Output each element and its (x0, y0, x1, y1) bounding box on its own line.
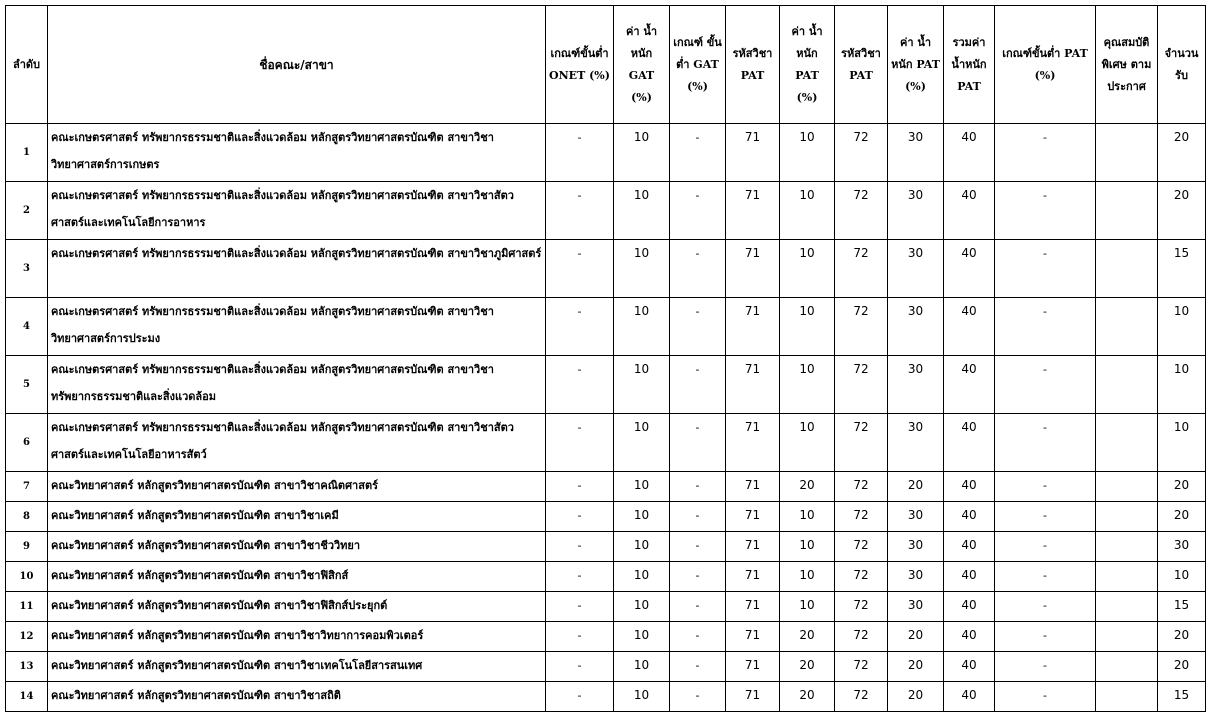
row-gat-weight: 10 (614, 240, 670, 298)
row-pat-code-2: 72 (835, 592, 888, 622)
row-order: 9 (6, 532, 48, 562)
row-pat-weight-1: 20 (780, 622, 835, 652)
row-onet-min: - (546, 622, 614, 652)
row-pat-weight-1: 10 (780, 356, 835, 414)
row-pat-code-1: 71 (726, 298, 780, 356)
row-name: คณะวิทยาศาสตร์ หลักสูตรวิทยาศาสตรบัณฑิต สาขาวิชาเคมี (48, 502, 546, 532)
row-special (1096, 298, 1158, 356)
table-row (6, 562, 1206, 592)
header-pat-weight-2: ค่า น้ำหนัก PAT (%) (888, 6, 944, 124)
table-row (6, 356, 1206, 414)
row-gat-weight: 10 (614, 182, 670, 240)
row-pat-total-weight: 40 (944, 356, 995, 414)
row-gat-min: - (670, 562, 726, 592)
table-row (6, 532, 1206, 562)
row-pat-code-2: 72 (835, 414, 888, 472)
row-pat-code-1: 71 (726, 682, 780, 712)
header-order: ลำดับ (6, 6, 48, 124)
row-name: คณะเกษตรศาสตร์ ทรัพยากรธรรมชาติและสิ่งแวดล้อม หลักสูตรวิทยาศาสตรบัณฑิต สาขาวิชาวิทยาศาสตร์การประมง (48, 298, 546, 356)
row-pat-code-1: 71 (726, 652, 780, 682)
table-row (6, 124, 1206, 182)
row-order: 2 (6, 182, 48, 240)
row-order: 10 (6, 562, 48, 592)
row-name: คณะเกษตรศาสตร์ ทรัพยากรธรรมชาติและสิ่งแวดล้อม หลักสูตรวิทยาศาสตรบัณฑิต สาขาวิชาสัตวศาสตร์และเทคโนโลยีอาหารสัตว์ (48, 414, 546, 472)
row-order: 12 (6, 622, 48, 652)
row-pat-code-1: 71 (726, 472, 780, 502)
row-pat-weight-1: 10 (780, 532, 835, 562)
row-pat-code-2: 72 (835, 124, 888, 182)
row-gat-min: - (670, 124, 726, 182)
row-pat-code-1: 71 (726, 502, 780, 532)
row-order: 7 (6, 472, 48, 502)
admission-criteria-table (5, 5, 1206, 712)
row-pat-min: - (995, 502, 1096, 532)
row-gat-weight: 10 (614, 414, 670, 472)
row-gat-weight: 10 (614, 298, 670, 356)
header-pat-code-2: รหัสวิชา PAT (835, 6, 888, 124)
row-special (1096, 592, 1158, 622)
row-name: คณะวิทยาศาสตร์ หลักสูตรวิทยาศาสตรบัณฑิต สาขาวิชาฟิสิกส์ประยุกต์ (48, 592, 546, 622)
row-seats: 10 (1158, 298, 1206, 356)
header-gat-min: เกณฑ์ ขั้นต่ำ GAT (%) (670, 6, 726, 124)
row-pat-code-2: 72 (835, 472, 888, 502)
row-pat-code-2: 72 (835, 682, 888, 712)
row-pat-min: - (995, 472, 1096, 502)
row-pat-min: - (995, 240, 1096, 298)
row-onet-min: - (546, 356, 614, 414)
row-pat-code-1: 71 (726, 124, 780, 182)
table-row (6, 682, 1206, 712)
table-row (6, 298, 1206, 356)
row-pat-code-2: 72 (835, 298, 888, 356)
row-pat-min: - (995, 562, 1096, 592)
row-special (1096, 414, 1158, 472)
table-row (6, 182, 1206, 240)
header-seats: จำนวน รับ (1158, 6, 1206, 124)
table-row (6, 414, 1206, 472)
row-pat-weight-1: 10 (780, 592, 835, 622)
row-name: คณะวิทยาศาสตร์ หลักสูตรวิทยาศาสตรบัณฑิต สาขาวิชาฟิสิกส์ (48, 562, 546, 592)
row-name: คณะเกษตรศาสตร์ ทรัพยากรธรรมชาติและสิ่งแวดล้อม หลักสูตรวิทยาศาสตรบัณฑิต สาขาวิชาภูมิศาสตร์ (48, 240, 546, 298)
row-seats: 15 (1158, 240, 1206, 298)
row-name: คณะเกษตรศาสตร์ ทรัพยากรธรรมชาติและสิ่งแวดล้อม หลักสูตรวิทยาศาสตรบัณฑิต สาขาวิชาสัตวศาสตร์และเทคโนโลยีการอาหาร (48, 182, 546, 240)
row-pat-code-2: 72 (835, 532, 888, 562)
row-pat-weight-2: 20 (888, 652, 944, 682)
row-gat-min: - (670, 652, 726, 682)
table-row (6, 652, 1206, 682)
row-order: 8 (6, 502, 48, 532)
header-gat-weight: ค่า น้ำหนัก GAT (%) (614, 6, 670, 124)
row-gat-min: - (670, 182, 726, 240)
row-pat-min: - (995, 652, 1096, 682)
row-gat-weight: 10 (614, 356, 670, 414)
row-pat-min: - (995, 622, 1096, 652)
row-pat-min: - (995, 298, 1096, 356)
row-pat-weight-1: 10 (780, 562, 835, 592)
row-pat-code-2: 72 (835, 240, 888, 298)
row-pat-total-weight: 40 (944, 240, 995, 298)
row-onet-min: - (546, 240, 614, 298)
table-row (6, 502, 1206, 532)
row-pat-code-1: 71 (726, 562, 780, 592)
row-pat-min: - (995, 356, 1096, 414)
row-pat-weight-2: 30 (888, 356, 944, 414)
row-pat-weight-2: 30 (888, 182, 944, 240)
row-special (1096, 502, 1158, 532)
row-pat-weight-1: 10 (780, 124, 835, 182)
row-order: 1 (6, 124, 48, 182)
row-pat-min: - (995, 182, 1096, 240)
row-pat-total-weight: 40 (944, 592, 995, 622)
row-order: 5 (6, 356, 48, 414)
row-pat-weight-2: 30 (888, 124, 944, 182)
row-onet-min: - (546, 298, 614, 356)
row-special (1096, 622, 1158, 652)
row-name: คณะวิทยาศาสตร์ หลักสูตรวิทยาศาสตรบัณฑิต สาขาวิชาเทคโนโลยีสารสนเทศ (48, 652, 546, 682)
row-order: 3 (6, 240, 48, 298)
header-pat-total-weight: รวมค่า น้ำหนัก PAT (944, 6, 995, 124)
row-pat-weight-1: 10 (780, 240, 835, 298)
row-pat-weight-2: 30 (888, 298, 944, 356)
row-name: คณะวิทยาศาสตร์ หลักสูตรวิทยาศาสตรบัณฑิต สาขาวิชาคณิตศาสตร์ (48, 472, 546, 502)
row-seats: 20 (1158, 502, 1206, 532)
header-special: คุณสมบัติ พิเศษ ตาม ประกาศ (1096, 6, 1158, 124)
row-onet-min: - (546, 472, 614, 502)
row-onet-min: - (546, 562, 614, 592)
row-onet-min: - (546, 414, 614, 472)
row-onet-min: - (546, 682, 614, 712)
row-gat-min: - (670, 414, 726, 472)
row-pat-min: - (995, 532, 1096, 562)
row-gat-min: - (670, 622, 726, 652)
row-pat-code-2: 72 (835, 502, 888, 532)
row-pat-code-1: 71 (726, 356, 780, 414)
row-pat-weight-2: 20 (888, 622, 944, 652)
header-pat-min: เกณฑ์ขั้นต่ำ PAT (%) (995, 6, 1096, 124)
row-pat-code-1: 71 (726, 532, 780, 562)
row-pat-code-1: 71 (726, 592, 780, 622)
row-pat-weight-2: 30 (888, 502, 944, 532)
row-pat-weight-2: 20 (888, 472, 944, 502)
row-seats: 20 (1158, 472, 1206, 502)
row-pat-total-weight: 40 (944, 682, 995, 712)
row-gat-weight: 10 (614, 682, 670, 712)
row-gat-min: - (670, 240, 726, 298)
row-pat-total-weight: 40 (944, 562, 995, 592)
row-order: 11 (6, 592, 48, 622)
row-pat-code-2: 72 (835, 356, 888, 414)
row-pat-weight-2: 30 (888, 414, 944, 472)
row-pat-weight-1: 20 (780, 682, 835, 712)
row-pat-weight-1: 10 (780, 502, 835, 532)
row-pat-code-2: 72 (835, 562, 888, 592)
row-gat-weight: 10 (614, 502, 670, 532)
row-seats: 10 (1158, 562, 1206, 592)
row-special (1096, 652, 1158, 682)
row-seats: 20 (1158, 652, 1206, 682)
row-pat-total-weight: 40 (944, 622, 995, 652)
row-gat-min: - (670, 532, 726, 562)
row-pat-code-1: 71 (726, 622, 780, 652)
row-seats: 20 (1158, 622, 1206, 652)
row-seats: 15 (1158, 682, 1206, 712)
row-pat-min: - (995, 592, 1096, 622)
header-name: ชื่อคณะ/สาขา (48, 6, 546, 124)
row-gat-min: - (670, 682, 726, 712)
table-body (6, 124, 1206, 712)
row-order: 6 (6, 414, 48, 472)
row-pat-weight-2: 30 (888, 240, 944, 298)
row-pat-weight-1: 10 (780, 414, 835, 472)
row-pat-weight-2: 30 (888, 562, 944, 592)
row-order: 13 (6, 652, 48, 682)
row-onet-min: - (546, 502, 614, 532)
row-pat-min: - (995, 124, 1096, 182)
row-gat-min: - (670, 356, 726, 414)
row-pat-total-weight: 40 (944, 414, 995, 472)
header-onet-min: เกณฑ์ขั้นต่ำ ONET (%) (546, 6, 614, 124)
row-pat-code-2: 72 (835, 622, 888, 652)
row-pat-total-weight: 40 (944, 124, 995, 182)
row-pat-weight-2: 20 (888, 682, 944, 712)
row-pat-weight-1: 10 (780, 182, 835, 240)
header-pat-code-1: รหัสวิชา PAT (726, 6, 780, 124)
row-pat-total-weight: 40 (944, 182, 995, 240)
row-pat-total-weight: 40 (944, 652, 995, 682)
row-onet-min: - (546, 592, 614, 622)
row-name: คณะวิทยาศาสตร์ หลักสูตรวิทยาศาสตรบัณฑิต สาขาวิชาชีววิทยา (48, 532, 546, 562)
table-row (6, 240, 1206, 298)
header-pat-weight-1: ค่า น้ำหนัก PAT (%) (780, 6, 835, 124)
row-special (1096, 562, 1158, 592)
row-seats: 20 (1158, 182, 1206, 240)
header-row (6, 6, 1206, 124)
row-pat-code-2: 72 (835, 182, 888, 240)
row-gat-weight: 10 (614, 562, 670, 592)
row-pat-total-weight: 40 (944, 298, 995, 356)
row-pat-weight-1: 20 (780, 652, 835, 682)
row-seats: 20 (1158, 124, 1206, 182)
row-seats: 30 (1158, 532, 1206, 562)
row-gat-min: - (670, 472, 726, 502)
row-seats: 10 (1158, 414, 1206, 472)
row-special (1096, 532, 1158, 562)
row-gat-weight: 10 (614, 652, 670, 682)
row-pat-code-2: 72 (835, 652, 888, 682)
table-row (6, 472, 1206, 502)
row-gat-weight: 10 (614, 124, 670, 182)
row-order: 4 (6, 298, 48, 356)
row-pat-code-1: 71 (726, 414, 780, 472)
row-special (1096, 182, 1158, 240)
row-special (1096, 240, 1158, 298)
row-seats: 10 (1158, 356, 1206, 414)
row-name: คณะวิทยาศาสตร์ หลักสูตรวิทยาศาสตรบัณฑิต สาขาวิชาสถิติ (48, 682, 546, 712)
row-onet-min: - (546, 182, 614, 240)
row-pat-weight-2: 30 (888, 592, 944, 622)
row-gat-weight: 10 (614, 532, 670, 562)
table-row (6, 592, 1206, 622)
row-pat-min: - (995, 414, 1096, 472)
row-name: คณะวิทยาศาสตร์ หลักสูตรวิทยาศาสตรบัณฑิต สาขาวิชาวิทยาการคอมพิวเตอร์ (48, 622, 546, 652)
row-order: 14 (6, 682, 48, 712)
row-pat-total-weight: 40 (944, 502, 995, 532)
row-onet-min: - (546, 532, 614, 562)
row-pat-weight-2: 30 (888, 532, 944, 562)
table-row (6, 622, 1206, 652)
row-gat-min: - (670, 298, 726, 356)
row-pat-min: - (995, 682, 1096, 712)
row-pat-weight-1: 10 (780, 298, 835, 356)
row-pat-code-1: 71 (726, 240, 780, 298)
row-pat-code-1: 71 (726, 182, 780, 240)
row-gat-weight: 10 (614, 592, 670, 622)
row-name: คณะเกษตรศาสตร์ ทรัพยากรธรรมชาติและสิ่งแวดล้อม หลักสูตรวิทยาศาสตรบัณฑิต สาขาวิชาทรัพยากรธรรมชาติและสิ่งแวดล้อม (48, 356, 546, 414)
row-seats: 15 (1158, 592, 1206, 622)
row-onet-min: - (546, 652, 614, 682)
row-special (1096, 682, 1158, 712)
row-special (1096, 356, 1158, 414)
row-gat-min: - (670, 592, 726, 622)
row-name: คณะเกษตรศาสตร์ ทรัพยากรธรรมชาติและสิ่งแวดล้อม หลักสูตรวิทยาศาสตรบัณฑิต สาขาวิชาวิทยาศาสตร์การเกษตร (48, 124, 546, 182)
row-onet-min: - (546, 124, 614, 182)
row-pat-total-weight: 40 (944, 532, 995, 562)
row-gat-weight: 10 (614, 622, 670, 652)
row-special (1096, 472, 1158, 502)
row-pat-weight-1: 20 (780, 472, 835, 502)
row-special (1096, 124, 1158, 182)
row-gat-min: - (670, 502, 726, 532)
row-pat-total-weight: 40 (944, 472, 995, 502)
row-gat-weight: 10 (614, 472, 670, 502)
